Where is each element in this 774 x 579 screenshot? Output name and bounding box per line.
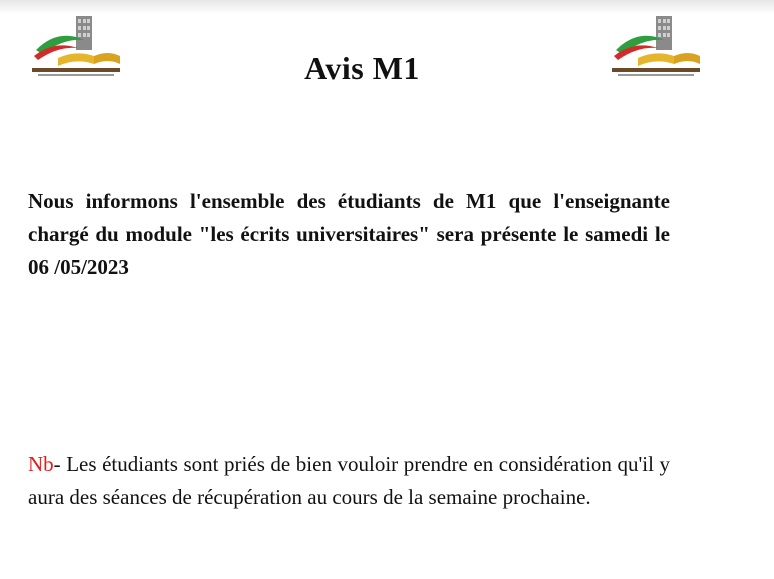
note-label: Nb [28,452,54,476]
main-announcement: Nous informons l'ensemble des étudiants de M1 que l'enseignante chargé du module "les écrits universitaires" sera présente le samedi le 06 /05/2023 [28,189,670,279]
note-paragraph [28,448,670,514]
note-text: - Les étudiants sont priés de bien vouloir prendre en considération qu'il y aura des séances de récupération au cours de la semaine prochaine. [28,452,670,509]
page-title: Avis M1 [304,50,420,86]
